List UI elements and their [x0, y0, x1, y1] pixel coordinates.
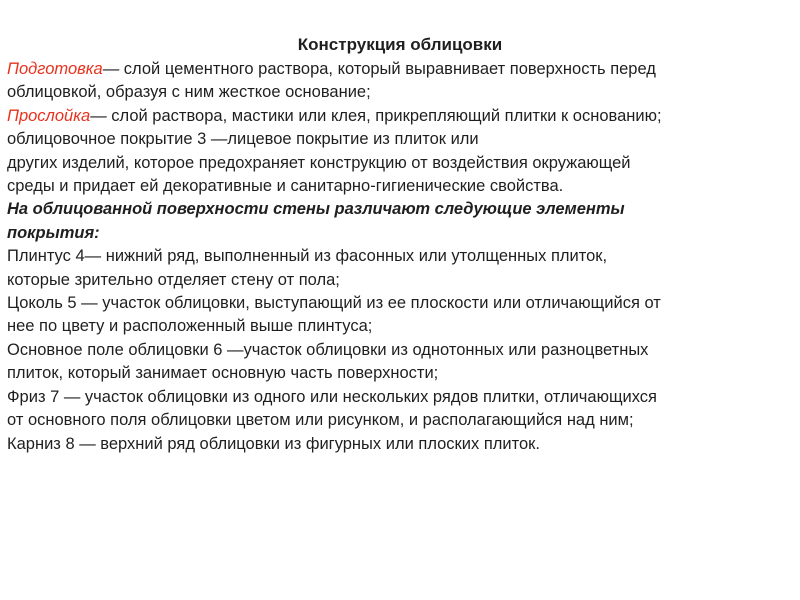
item-plinth-line-2: которые зрительно отделяет стену от пола;: [7, 270, 340, 289]
preparation-definition-line-2: облицовкой, образуя с ним жесткое основание;: [7, 83, 371, 102]
elements-heading-line-1: На облицованной поверхности стены различают следующие элементы: [7, 200, 625, 219]
item-main-field-line-1: Основное поле облицовки 6 —участок облицовки из однотонных или разноцветных: [7, 340, 649, 359]
term-interlayer: Прослойка: [7, 106, 91, 125]
interlayer-definition: — слой раствора, мастики или клея, прикрепляющий плитки к основанию;: [90, 106, 662, 125]
paragraph-interlayer: [7, 105, 795, 128]
item-cornice-line-1: Карниз 8 — верхний ряд облицовки из фигурных или плоских плиток.: [7, 434, 540, 453]
paragraph-preparation: [7, 58, 795, 81]
item-socle-line-1: Цоколь 5 — участок облицовки, выступающий из ее плоскости или отличающийся от: [7, 294, 661, 313]
cladding-coating-line-3: среды и придает ей декоративные и санитарно-гигиенические свойства.: [7, 177, 564, 196]
item-main-field-line-2: плиток, который занимает основную часть поверхности;: [7, 364, 439, 383]
cladding-coating-line-1: облицовочное покрытие 3 —лицевое покрытие из плиток или: [7, 130, 479, 149]
cladding-coating-line-2: других изделий, которое предохраняет конструкцию от воздействия окружающей: [7, 153, 631, 172]
item-plinth-line-1: Плинтус 4— нижний ряд, выполненный из фасонных или утолщенных плиток,: [7, 247, 608, 266]
item-socle-line-2: нее по цвету и расположенный выше плинтуса;: [7, 317, 373, 336]
preparation-definition: — слой цементного раствора, который выравнивает поверхность перед: [102, 60, 656, 78]
slide-body: [7, 58, 795, 456]
term-preparation: Подготовка: [7, 60, 103, 78]
item-frieze-line-1: Фриз 7 — участок облицовки из одного или нескольких рядов плитки, отличающихся: [7, 387, 657, 406]
elements-heading-line-2: покрытия:: [7, 223, 100, 242]
slide-title: Конструкция облицовки: [297, 35, 503, 54]
item-frieze-line-2: от основного поля облицовки цветом или рисунком, и располагающийся над ним;: [7, 411, 634, 430]
